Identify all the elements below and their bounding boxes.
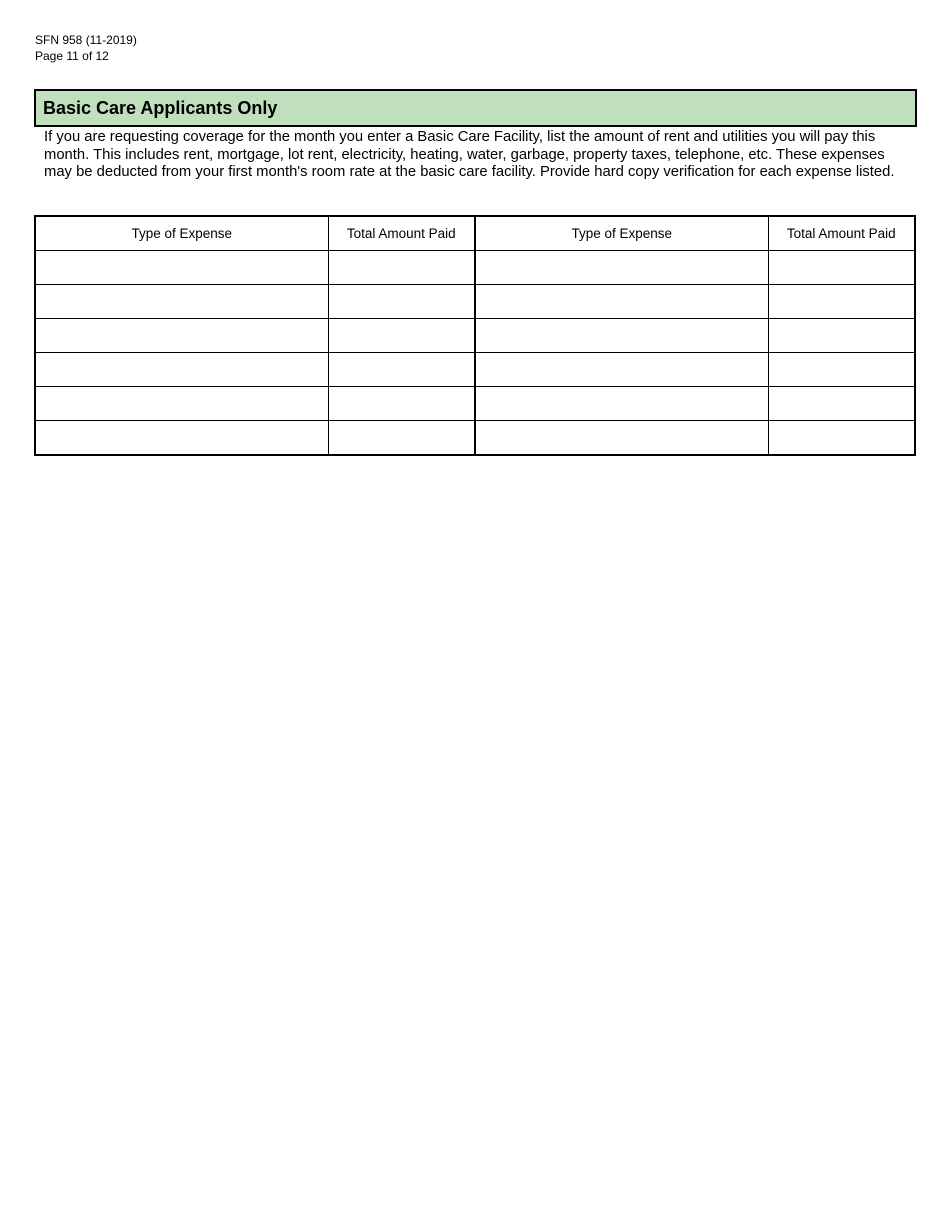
column-header-type-of-expense-2: Type of Expense [475,216,768,251]
table-cell [328,387,475,421]
table-cell [768,285,915,319]
table-cell [768,387,915,421]
table-cell [35,319,328,353]
table-cell [768,353,915,387]
table-cell [328,353,475,387]
table-cell [475,285,768,319]
expense-type-field[interactable] [36,387,328,420]
amount-paid-field-2[interactable] [769,319,915,352]
expense-type-field[interactable] [36,421,328,454]
column-header-total-amount-paid-2: Total Amount Paid [768,216,915,251]
section-title: Basic Care Applicants Only [43,98,278,118]
table-cell [475,387,768,421]
expense-table-body [35,251,915,456]
amount-paid-field-2[interactable] [769,285,915,318]
amount-paid-field-2[interactable] [769,421,915,454]
expense-type-field-2[interactable] [476,319,768,352]
amount-paid-field[interactable] [329,319,475,352]
amount-paid-field-2[interactable] [769,251,915,284]
expense-type-field-2[interactable] [476,251,768,284]
table-cell [475,251,768,285]
table-cell [475,421,768,456]
table-cell [328,421,475,456]
expense-type-field-2[interactable] [476,421,768,454]
amount-paid-field[interactable] [329,421,475,454]
table-cell [328,251,475,285]
table-cell [768,319,915,353]
amount-paid-field[interactable] [329,251,475,284]
table-cell [475,319,768,353]
table-row [35,421,915,456]
column-header-type-of-expense: Type of Expense [35,216,328,251]
expense-type-field[interactable] [36,251,328,284]
table-row [35,353,915,387]
table-cell [768,421,915,456]
table-cell [35,387,328,421]
amount-paid-field[interactable] [329,353,475,386]
table-cell [35,251,328,285]
section-instructions: If you are requesting coverage for the month you enter a Basic Care Facility, list the amount of rent and utilities you will pay this month. This includes rent, mortgage, lot rent, electricity, heating, water, garbage, property taxes, telephone, etc. These expenses may be deducted from your first month's room rate at the basic care facility. Provide hard copy verification for each expense listed. [44,129,895,180]
amount-paid-field[interactable] [329,285,475,318]
table-row [35,251,915,285]
table-row [35,285,915,319]
expense-type-field[interactable] [36,353,328,386]
expense-type-field[interactable] [36,319,328,352]
table-row [35,387,915,421]
form-number: SFN 958 (11-2019) [35,33,137,47]
amount-paid-field-2[interactable] [769,387,915,420]
amount-paid-field-2[interactable] [769,353,915,386]
table-row [35,319,915,353]
expense-type-field[interactable] [36,285,328,318]
table-cell [328,319,475,353]
amount-paid-field[interactable] [329,387,475,420]
table-header-row [35,216,915,251]
form-header [35,32,137,64]
table-cell [328,285,475,319]
table-cell [475,353,768,387]
expense-type-field-2[interactable] [476,387,768,420]
section-banner [34,89,917,127]
expense-table [34,215,916,456]
table-cell [35,421,328,456]
table-cell [768,251,915,285]
page-number: Page 11 of 12 [35,49,109,63]
expense-type-field-2[interactable] [476,353,768,386]
column-header-total-amount-paid: Total Amount Paid [328,216,475,251]
table-cell [35,285,328,319]
expense-type-field-2[interactable] [476,285,768,318]
table-cell [35,353,328,387]
